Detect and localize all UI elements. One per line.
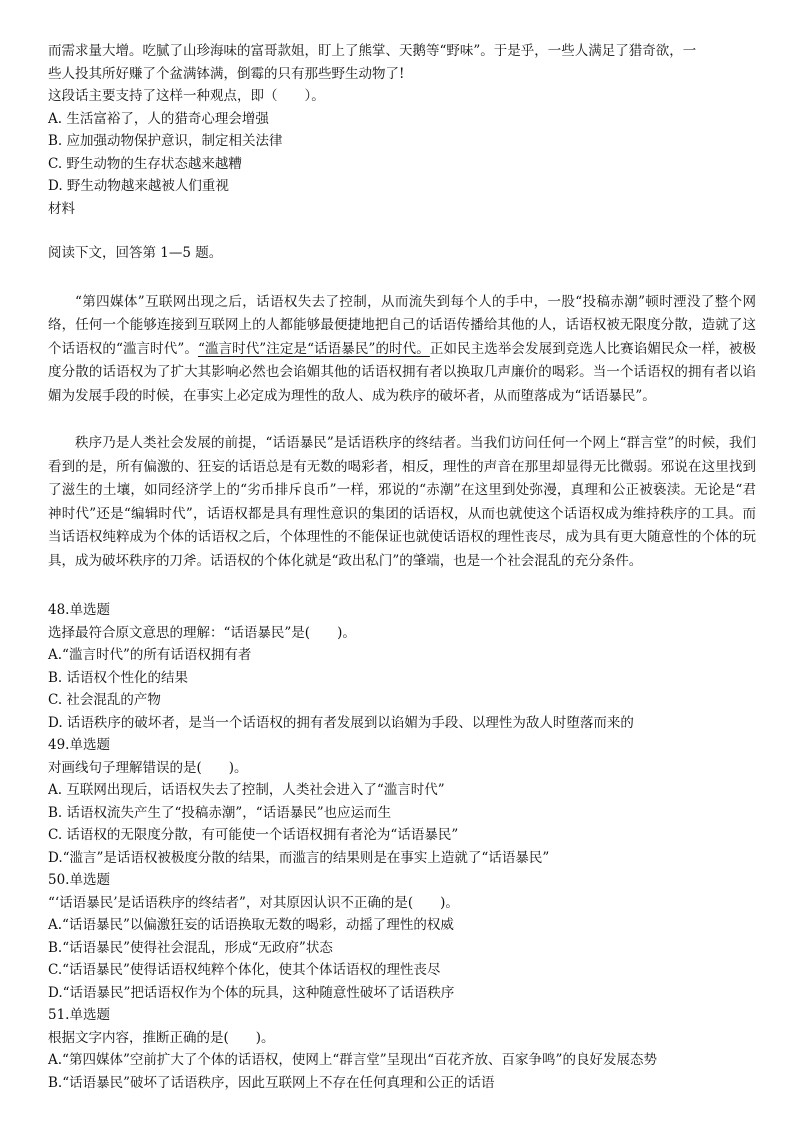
underlined-sentence: “滥言时代”注定是“话语暴民”的时代。 xyxy=(197,340,430,357)
material-label: 材料 xyxy=(48,200,75,217)
question-stem: 这段话主要支持了这样一种观点，即（ ）。 xyxy=(48,88,325,104)
option-a: A.“话语暴民”以偏激狂妄的话语换取无数的喝彩，动摇了理性的权威 xyxy=(48,917,454,933)
option-c: C. 野生动物的生存状态越来越糟 xyxy=(48,155,242,172)
option-b: B. 话语权流失产生了“投稿赤潮”，“话语暴民”也应运而生 xyxy=(48,804,392,821)
option-list xyxy=(48,108,756,198)
passage-paragraph-1 xyxy=(48,291,756,409)
question-header: 49.单选题 xyxy=(48,737,110,753)
option-b: B.“话语暴民”使得社会混乱，形成“无政府”状态 xyxy=(48,939,333,956)
paragraph-text: 正如民主选举会发展到竞选人比赛谄媚民众一样，被极度分散的话语权为了扩大其影响必然也会谄媚其他的话语权拥有者以换取几声廉价的喝彩。当一个话语权的拥有者以谄媚为发展手段的时候，在事实上必定成为理性的敌人、成为秩序的破坏者，从而堕落成为“话语暴民”。 xyxy=(48,340,757,404)
question-stem: 根据文字内容，推断正确的是( )。 xyxy=(48,1029,275,1046)
option-a: A. 互联网出现后，话语权失去了控制，人类社会进入了“滥言时代” xyxy=(48,782,445,798)
reading-instruction: 阅读下文，回答第 1—5 题。 xyxy=(48,245,223,261)
paragraph-text: “第四媒体”互联网出现之后，话语权失去了控制，从而流失到每个人的手中，一股“投稿赤潮”顿时湮没了整个网络，任何一个能够连接到互联网上的人都能够最便捷地把自己的话语传播给其他的人，话语权被无限度分散，造就了这个话语权的“滥言时代”。 xyxy=(48,293,756,357)
question-header: 50.单选题 xyxy=(48,872,110,888)
question-51 xyxy=(48,1004,756,1094)
question-header: 48.单选题 xyxy=(48,602,110,618)
option-d: D. 野生动物越来越被人们重视 xyxy=(48,178,229,194)
question-stem: 选择最符合原文意思的理解：“话语暴民”是( )。 xyxy=(48,624,356,641)
option-a: A. 生活富裕了，人的猎奇心理会增强 xyxy=(48,110,269,127)
passage-paragraph-2: 秩序乃是人类社会发展的前提，“话语暴民”是话语秩序的终结者。当我们访问任何一个网上“群言堂”的时候，我们看到的是，所有偏激的、狂妄的话语总是有无数的喝彩者，相反，理性的声音在那里却显得无比微弱。邪说在这里找到了滋生的土壤，如同经济学上的“劣币排斥良币”一样，邪说的“赤潮”在这里到处弥漫，真理和公正被亵渎。无论是“君神时代”还是“编辑时代”，话语权都是具有理性意识的集团的话语权，从而也就使这个话语权成为维持秩序的工具。而当话语权纯粹成为个体的话语权之后，个体理性的不能保证也就使话语权的理性丧尽，成为具有更大随意性的个体的玩具，成为破坏秩序的刀斧。话语权的个体化就是“政出私门”的肇端，也是一个社会混乱的充分条件。 xyxy=(48,435,756,569)
intro-passage xyxy=(48,40,756,85)
question-49 xyxy=(48,734,756,869)
question-stem: 对画线句子理解错误的是( )。 xyxy=(48,759,248,776)
question-48 xyxy=(48,599,756,734)
option-b: B. 话语权个性化的结果 xyxy=(48,669,189,686)
option-d: D. 话语秩序的破坏者，是当一个话语权的拥有者发展到以谄媚为手段、以理性为敌人时堕落而来的 xyxy=(48,714,634,731)
question-stem: “‘话语暴民’是话语秩序的终结者”，对其原因认识不正确的是( )。 xyxy=(48,894,459,911)
document-page xyxy=(48,40,756,1094)
passage-line: 而需求量大增。吃腻了山珍海味的富哥款姐，盯上了熊掌、天鹅等“野味”。于是乎，一些人满足了猎奇欲，一 xyxy=(48,43,697,59)
option-c: C. 社会混乱的产物 xyxy=(48,692,161,708)
question-50 xyxy=(48,869,756,1004)
question-header: 51.单选题 xyxy=(48,1007,110,1023)
option-b: B.“话语暴民”破坏了话语秩序，因此互联网上不存在任何真理和公正的话语 xyxy=(48,1074,495,1091)
option-a: A.“滥言时代”的所有话语权拥有者 xyxy=(48,647,252,663)
option-c: C. 话语权的无限度分散，有可能使一个话语权拥有者沦为“话语暴民” xyxy=(48,827,459,843)
passage-line: 些人投其所好赚了个盆满钵满，倒霉的只有那些野生动物了! xyxy=(48,65,405,82)
option-b: B. 应加强动物保护意识，制定相关法律 xyxy=(48,133,283,149)
option-d: D.“话语暴民”把话语权作为个体的玩具，这种随意性破坏了话语秩序 xyxy=(48,984,455,1001)
option-c: C.“话语暴民”使得话语权纯粹个体化，使其个体话语权的理性丧尽 xyxy=(48,962,441,978)
option-a: A.“第四媒体”空前扩大了个体的话语权，使网上“群言堂”呈现出“百花齐放、百家争鸣”的良好发展态势 xyxy=(48,1052,657,1068)
option-d: D.“滥言”是话语权被极度分散的结果，而滥言的结果则是在事实上造就了“话语暴民” xyxy=(48,849,550,866)
